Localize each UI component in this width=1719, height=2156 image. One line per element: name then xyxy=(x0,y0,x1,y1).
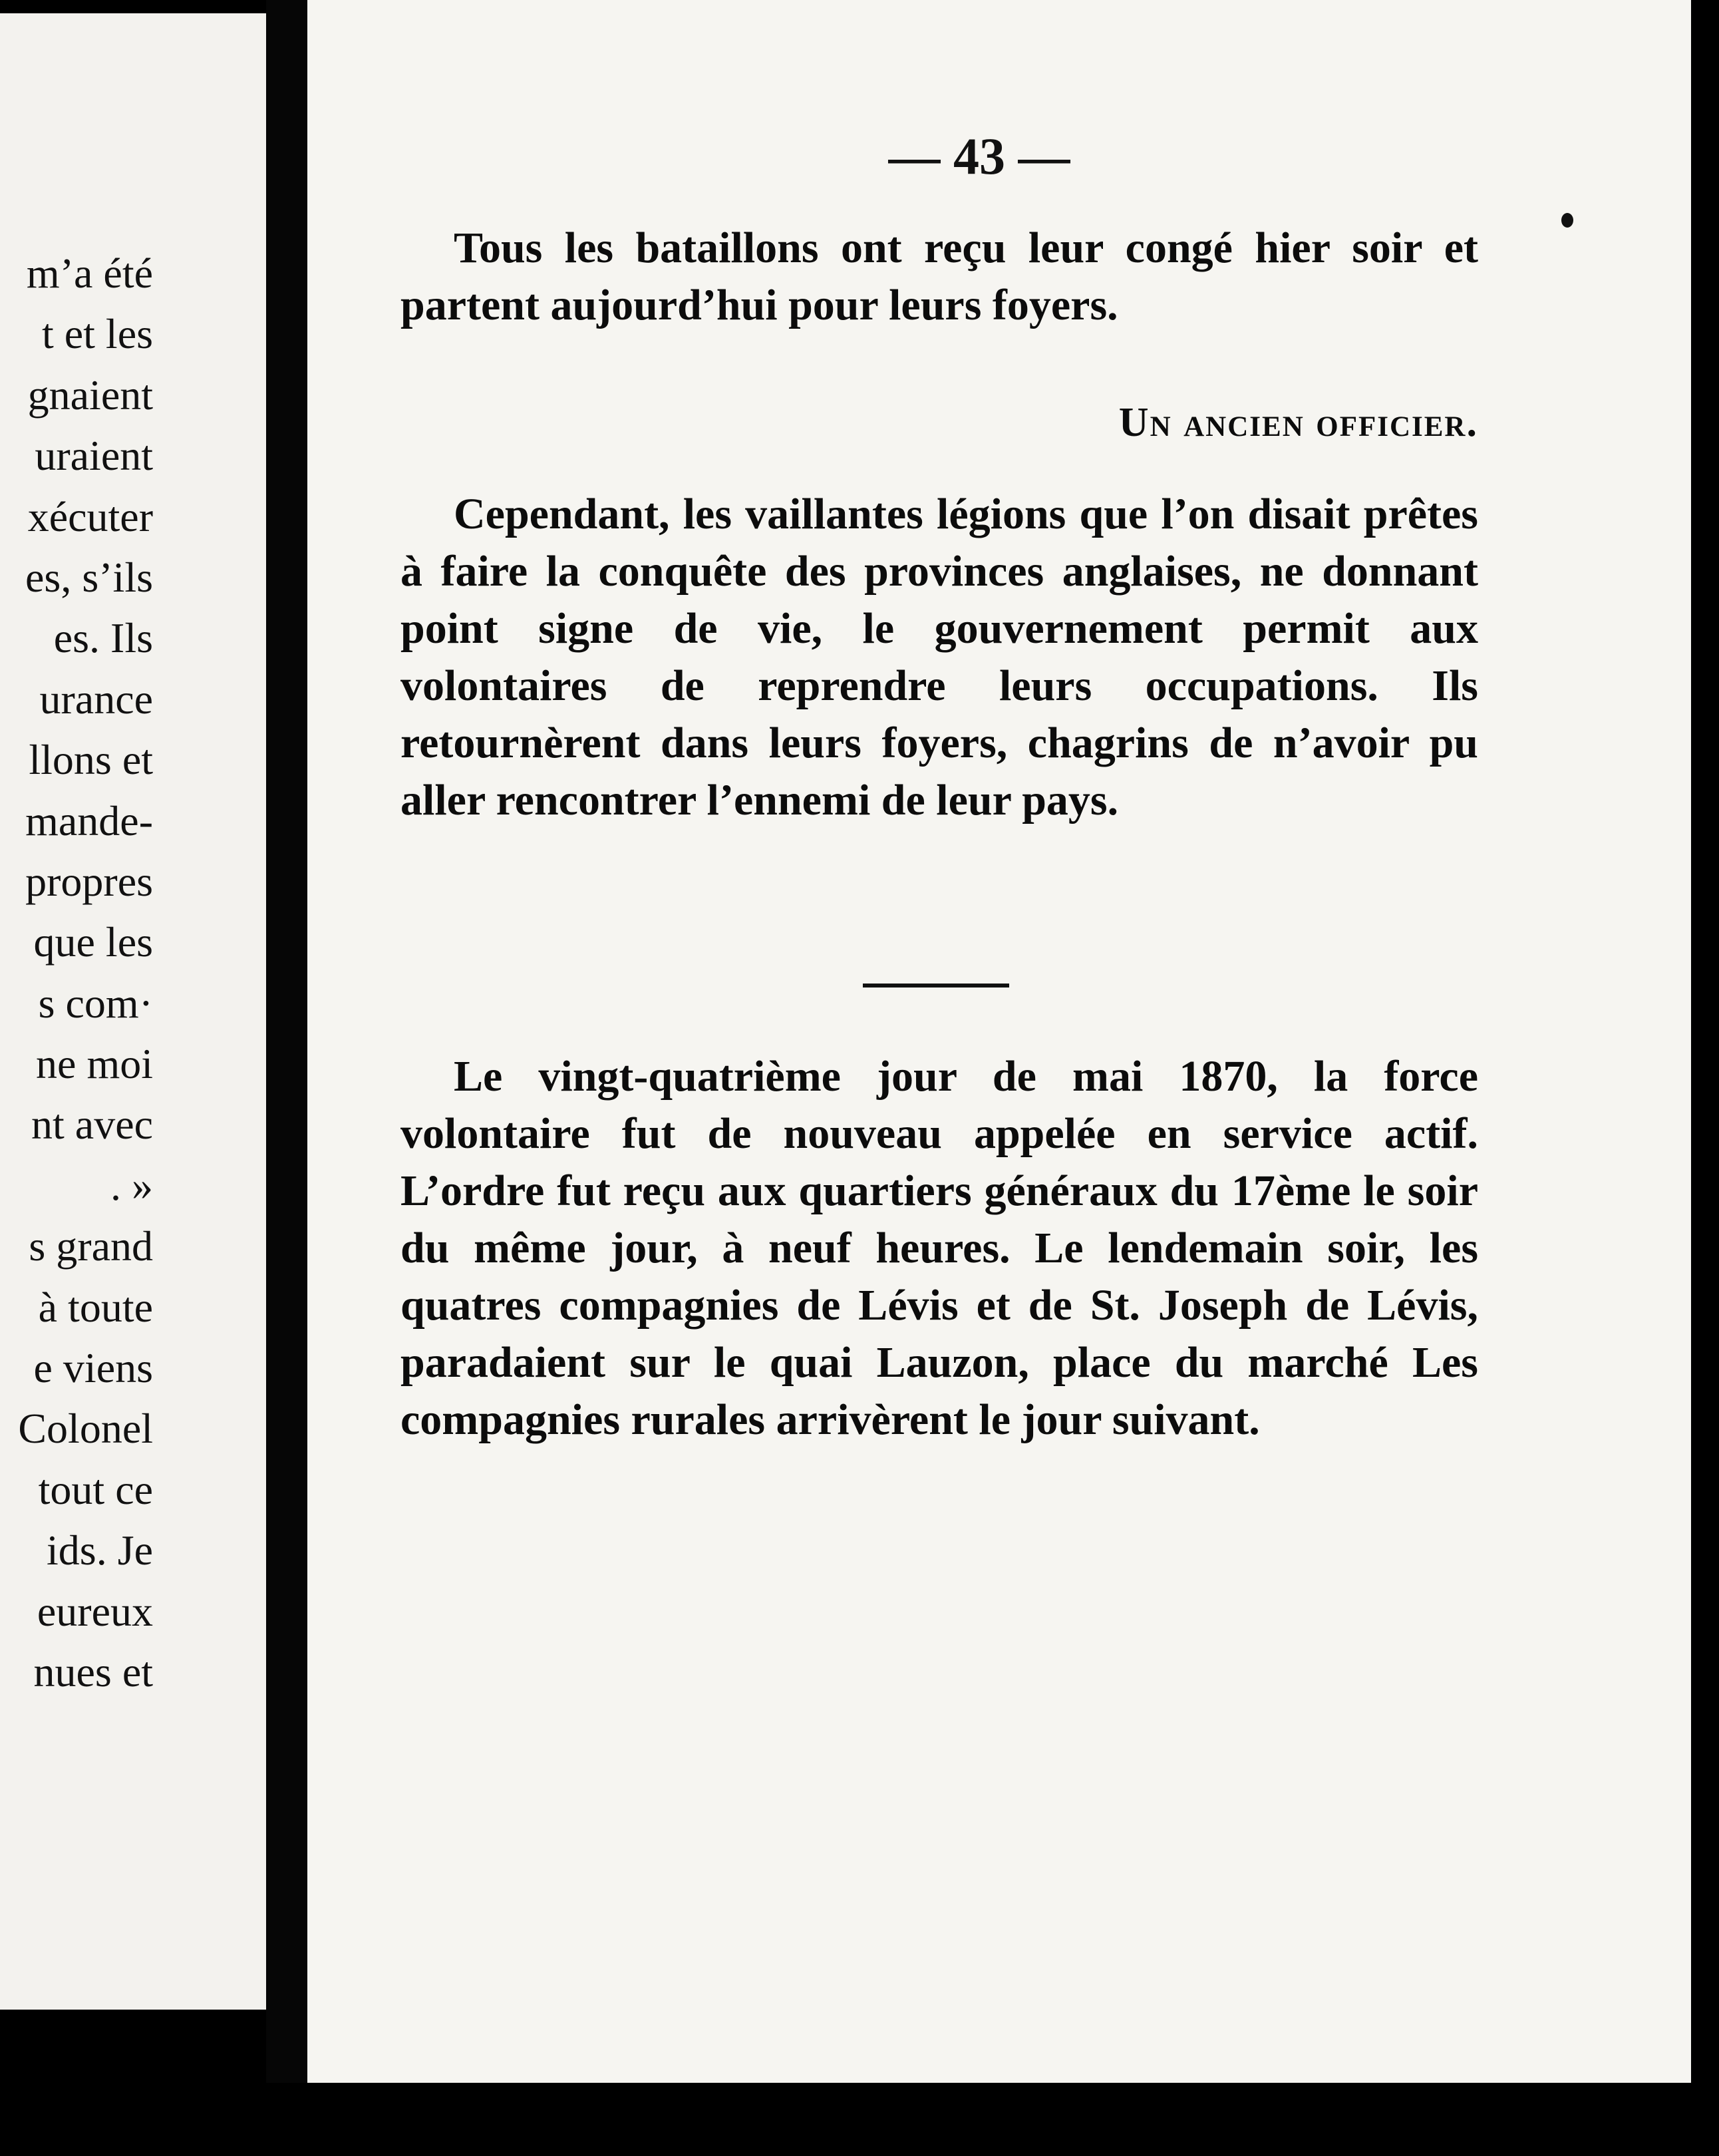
left-line: eureux xyxy=(37,1587,153,1635)
paragraph-1: Tous les bataillons ont reçu leur congé hier soir et partent aujourd’hui pour leurs foyers. xyxy=(400,224,1478,329)
left-line: urance xyxy=(39,675,153,723)
left-line: nt avec xyxy=(31,1101,153,1149)
left-line: Colonel xyxy=(18,1405,153,1453)
right-page xyxy=(307,0,1691,2083)
ink-spot xyxy=(1561,213,1573,228)
left-line: s com· xyxy=(38,979,153,1027)
left-line: nues et xyxy=(33,1648,153,1696)
left-line: mande- xyxy=(25,797,153,844)
left-line: propres xyxy=(25,857,153,905)
left-line: à toute xyxy=(38,1283,153,1331)
paragraph-2: Cependant, les vaillantes légions que l’on disait prêtes à faire la conquête des provinces anglaises, ne donnant point signe de vie, le gouvernement permit aux volontaires de reprendre leurs occupations. Ils retournèrent dans leurs foyers, chagrins de n’avoir pu aller rencontrer l’ennemi de leur pays. xyxy=(400,490,1478,824)
left-line: s grand xyxy=(29,1222,153,1270)
left-line: t et les xyxy=(41,310,153,358)
left-page-text xyxy=(0,243,153,1702)
scan-border-right xyxy=(1691,0,1719,2156)
left-line: ids. Je xyxy=(47,1527,153,1574)
left-line: es, s’ils xyxy=(25,553,153,601)
left-page xyxy=(0,13,266,2010)
left-line: tout ce xyxy=(38,1465,153,1513)
book-gutter xyxy=(266,0,307,2156)
left-line: es. Ils xyxy=(53,614,153,662)
left-line: que les xyxy=(33,918,153,966)
left-line: . » xyxy=(110,1161,153,1209)
left-line: xécuter xyxy=(27,492,153,540)
section-divider xyxy=(863,984,1009,988)
scan-border-bottom xyxy=(266,2083,1719,2156)
left-line: llons et xyxy=(29,736,153,784)
left-line: uraient xyxy=(35,432,153,480)
paragraph-3: Le vingt-quatrième jour de mai 1870, la force volontaire fut de nouveau appelée en service actif. L’ordre fut reçu aux quartiers généraux du 17ème le soir du même jour, à neuf heures. Le lendemain soir, les quatres compagnies de Lévis et de St. Joseph de Lévis, paradaient sur le quai Lauzon, place du marché Les compagnies rurales arrivèrent le jour suivant. xyxy=(400,1052,1478,1444)
page-number: — 43 — xyxy=(888,127,1070,185)
left-line: m’a été xyxy=(26,250,153,297)
left-line: e viens xyxy=(33,1344,153,1392)
signature: Un ancien officier. xyxy=(1118,400,1478,445)
left-line: gnaient xyxy=(27,371,153,419)
left-line: ne moi xyxy=(36,1040,153,1088)
